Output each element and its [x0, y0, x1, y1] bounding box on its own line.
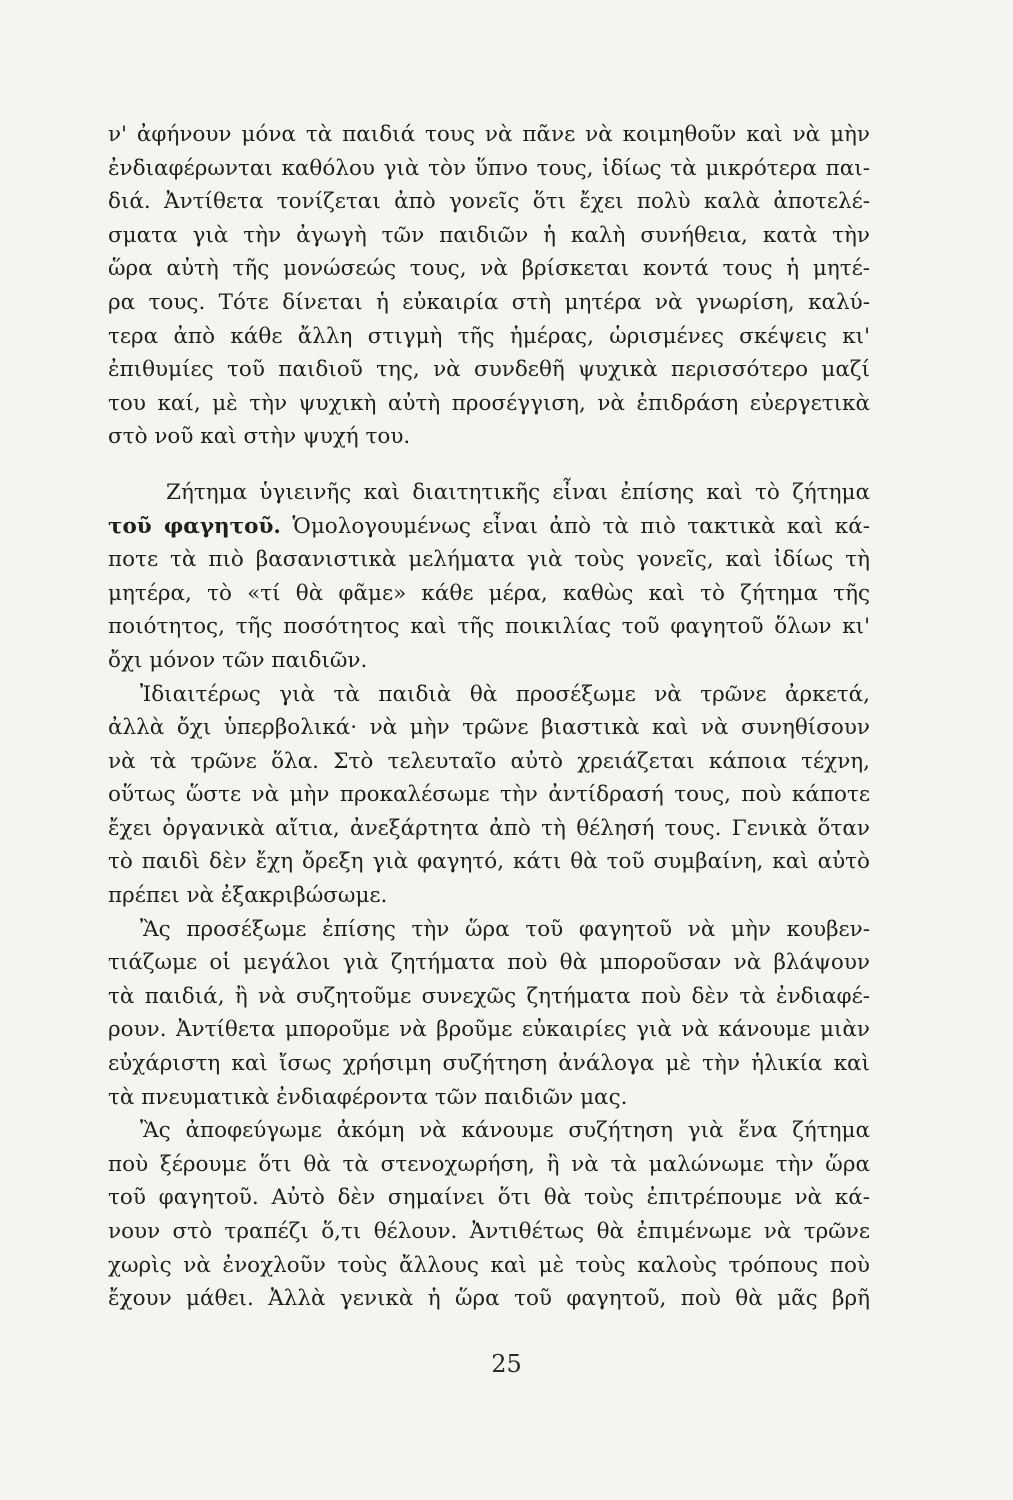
text-line: ἐνδιαφέρωνται καθόλου γιὰ τὸν ὕπνο τους, ἰδίως τὰ μικρότερα παι-: [108, 155, 870, 181]
text-line: Ἂς ἀποφεύγωμε ἀκόμη νὰ κάνουμε συζήτηση γιὰ ἕνα ζήτημα: [140, 1118, 870, 1144]
text-line: Ζήτημα ὑγιεινῆς καὶ διαιτητικῆς εἶναι ἐπίσης καὶ τὸ ζήτημα: [166, 479, 870, 505]
text-line: τοῦ φαγητοῦ. Αὐτὸ δὲν σημαίνει ὅτι θὰ τοὺς ἐπιτρέπουμε νὰ κά-: [108, 1185, 870, 1211]
text-line: ὥρα αὐτὴ τῆς μονώσεώς τους, νὰ βρίσκεται κοντά τους ἡ μητέ-: [108, 256, 870, 282]
text-line: πρέπει νὰ ἐξακριβώσωμε.: [108, 883, 388, 909]
text-line: νὰ τὰ τρῶνε ὅλα. Στὸ τελευταῖο αὐτὸ χρειάζεται κάποια τέχνη,: [108, 748, 870, 774]
text-line: [108, 510, 870, 544]
text-line: εὐχάριστη καὶ ἴσως χρήσιμη συζήτηση ἀνάλογα μὲ τὴν ἡλικία καὶ: [108, 1051, 870, 1077]
text-line: ὄχι μόνον τῶν παιδιῶν.: [108, 647, 368, 673]
paragraph-gap: [108, 454, 870, 476]
text-line: οὕτως ὥστε νὰ μὴν προκαλέσωμε τὴν ἀντίδρασή τους, ποὺ κάποτε: [108, 782, 870, 808]
text-line: ἔχουν μάθει. Ἀλλὰ γενικὰ ἡ ὥρα τοῦ φαγητοῦ, ποὺ θὰ μᾶς βρῆ: [108, 1286, 870, 1312]
text-line: τὰ πνευματικὰ ἐνδιαφέροντα τῶν παιδιῶν μας.: [108, 1084, 628, 1110]
text-line: τιάζωμε οἱ μεγάλοι γιὰ ζητήματα ποὺ θὰ μποροῦσαν νὰ βλάψουν: [108, 950, 870, 976]
text-line: διά. Ἀντίθετα τονίζεται ἀπὸ γονεῖς ὅτι ἔχει πολὺ καλὰ ἀποτελέ-: [108, 189, 870, 215]
text-line: χωρὶς νὰ ἐνοχλοῦν τοὺς ἄλλους καὶ μὲ τοὺς καλοὺς τρόπους ποὺ: [108, 1252, 870, 1278]
page-number: 25: [491, 1350, 522, 1378]
text-line: του καί, μὲ τὴν ψυχικὴ αὐτὴ προσέγγιση, νὰ ἐπιδράση εὐεργετικὰ: [108, 390, 870, 416]
text-line: ποτε τὰ πιὸ βασανιστικὰ μελήματα γιὰ τοὺς γονεῖς, καὶ ἰδίως τὴ: [108, 547, 870, 573]
text-line: μητέρα, τὸ «τί θὰ φᾶμε» κάθε μέρα, καθὼς καὶ τὸ ζήτημα τῆς: [108, 580, 870, 606]
text-line: ν' ἀφήνουν μόνα τὰ παιδιά τους νὰ πᾶνε νὰ κοιμηθοῦν καὶ νὰ μὴν: [108, 122, 870, 147]
text-line: σματα γιὰ τὴν ἀγωγὴ τῶν παιδιῶν ἡ καλὴ συνήθεια, κατὰ τὴν: [108, 222, 870, 248]
text-line: νουν στὸ τραπέζι ὅ,τι θέλουν. Ἀντιθέτως θὰ ἐπιμένωμε νὰ τρῶνε: [108, 1219, 870, 1244]
text-line: ρουν. Ἀντίθετα μποροῦμε νὰ βροῦμε εὐκαιρίες γιὰ νὰ κάνουμε μιὰν: [108, 1017, 870, 1043]
text-fragment: Ὁμολογουμένως εἶναι ἀπὸ τὰ πιὸ τακτικὰ καὶ κά-: [280, 513, 870, 539]
text-line: Ἰδιαιτέρως γιὰ τὰ παιδιὰ θὰ προσέξωμε νὰ τρῶνε ἀρκετά,: [140, 681, 870, 707]
text-line: ἔχει ὀργανικὰ αἴτια, ἀνεξάρτητα ἀπὸ τὴ θέλησή τους. Γενικὰ ὅταν: [108, 815, 870, 841]
text-line: τερα ἀπὸ κάθε ἄλλη στιγμὴ τῆς ἡμέρας, ὡρισμένες σκέψεις κι': [108, 323, 870, 349]
body-text: [108, 118, 870, 1316]
text-line: ποὺ ξέρουμε ὅτι θὰ τὰ στενοχωρήση, ἢ νὰ τὰ μαλώνωμε τὴν ὥρα: [108, 1151, 870, 1177]
text-line: ἀλλὰ ὄχι ὑπερβολικά· νὰ μὴν τρῶνε βιαστικὰ καὶ νὰ συνηθίσουν: [108, 715, 870, 741]
text-line: ποιότητος, τῆς ποσότητος καὶ τῆς ποικιλίας τοῦ φαγητοῦ ὅλων κι': [108, 614, 870, 640]
text-line: ρα τους. Τότε δίνεται ἡ εὐκαιρία στὴ μητέρα νὰ γνωρίση, καλύ-: [108, 289, 870, 315]
text-line: τὸ παιδὶ δὲν ἔχη ὄρεξη γιὰ φαγητό, κάτι θὰ τοῦ συμβαίνη, καὶ αὐτὸ: [108, 849, 870, 875]
bold-phrase: τοῦ φαγητοῦ.: [108, 513, 281, 539]
text-line: τὰ παιδιά, ἢ νὰ συζητοῦμε συνεχῶς ζητήματα ποὺ δὲν τὰ ἐνδιαφέ-: [108, 983, 870, 1009]
text-line: Ἂς προσέξωμε ἐπίσης τὴν ὥρα τοῦ φαγητοῦ νὰ μὴν κουβεν-: [140, 916, 870, 942]
text-line: ἐπιθυμίες τοῦ παιδιοῦ της, νὰ συνδεθῆ ψυχικὰ περισσότερο μαζί: [108, 357, 870, 383]
text-line: στὸ νοῦ καὶ στὴν ψυχή του.: [108, 424, 411, 450]
